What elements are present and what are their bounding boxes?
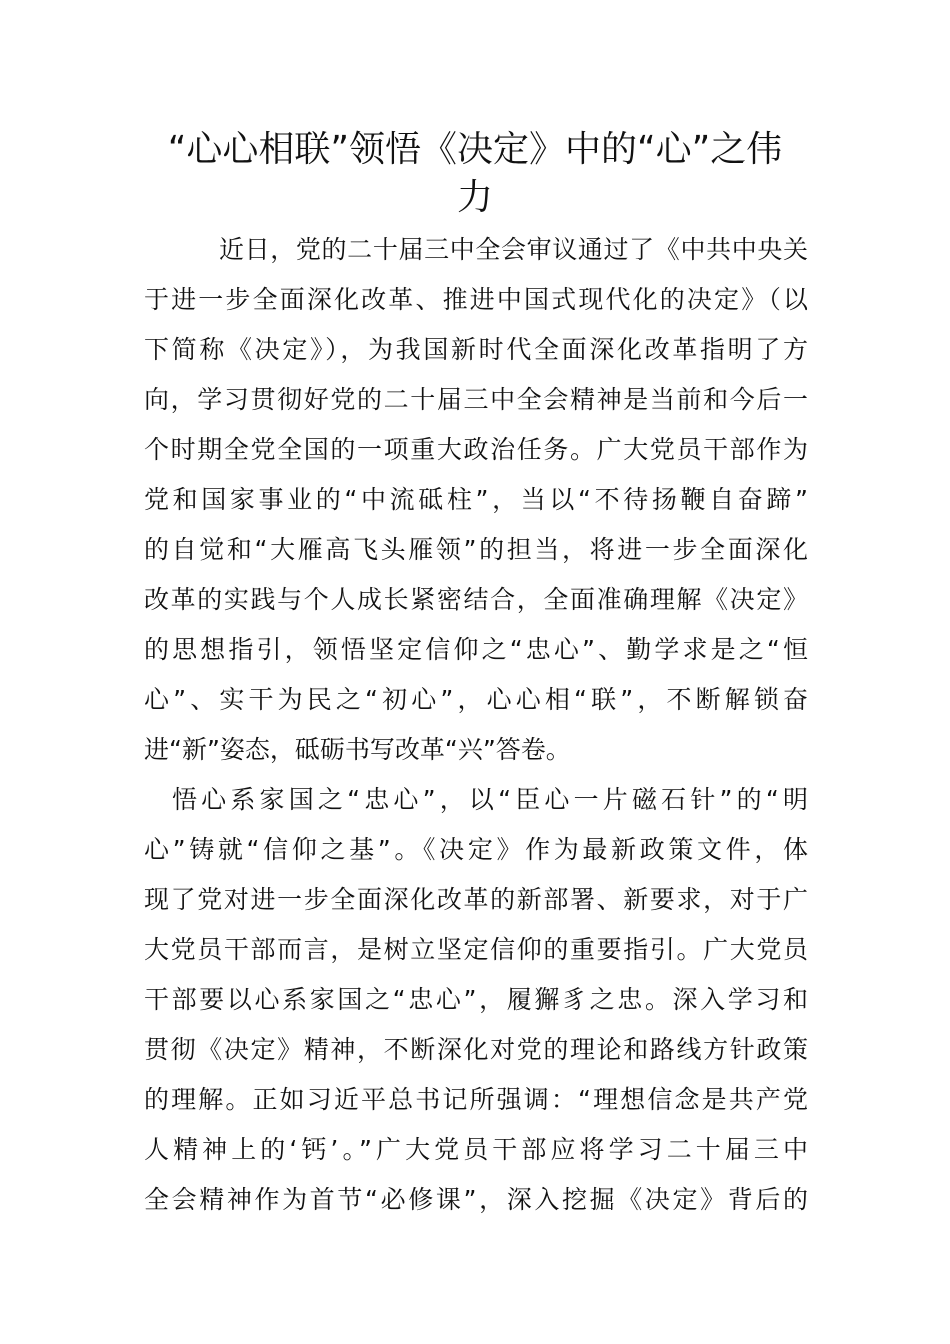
- paragraph-line: 干部要以心系家国之“忠心”，履獬豸之忠。深入学习和: [144, 985, 808, 1014]
- paragraph-line: 心”铸就“信仰之基”。《决定》作为最新政策文件，体: [144, 835, 808, 864]
- paragraph-line: 人精神上的‘钙’。”广大党员干部应将学习二十届三中: [144, 1135, 808, 1164]
- paragraph-line: 全会精神作为首节“必修课”，深入挖掘《决定》背后的: [144, 1185, 808, 1214]
- paragraph-line: 改革的实践与个人成长紧密结合，全面准确理解《决定》: [144, 585, 808, 614]
- paragraph-line: 向，学习贯彻好党的二十届三中全会精神是当前和今后一: [144, 385, 808, 414]
- paragraph-1: [144, 225, 808, 775]
- paragraph-line: 的自觉和“大雁高飞头雁领”的担当，将进一步全面深化: [144, 535, 808, 564]
- document-body: [144, 225, 808, 1225]
- paragraph-line: 大党员干部而言，是树立坚定信仰的重要指引。广大党员: [144, 935, 808, 964]
- document-title: [140, 126, 810, 222]
- paragraph-line: 近日，党的二十届三中全会审议通过了《中共中央关: [219, 235, 808, 264]
- paragraph-line: 贯彻《决定》精神，不断深化对党的理论和路线方针政策: [144, 1035, 808, 1064]
- paragraph-line: 悟心系家国之“忠心”，以“臣心一片磁石针”的“明: [172, 785, 808, 814]
- paragraph-line: 现了党对进一步全面深化改革的新部署、新要求，对于广: [144, 885, 808, 914]
- paragraph-line: 的理解。正如习近平总书记所强调：“理想信念是共产党: [144, 1085, 808, 1114]
- paragraph-line: 个时期全党全国的一项重大政治任务。广大党员干部作为: [144, 435, 808, 464]
- paragraph-line: 下简称《决定》），为我国新时代全面深化改革指明了方: [144, 335, 808, 364]
- paragraph-line: 于进一步全面深化改革、推进中国式现代化的决定》（以: [144, 285, 808, 314]
- title-line-2: 力: [456, 177, 493, 218]
- paragraph-line: 党和国家事业的“中流砥柱”，当以“不待扬鞭自奋蹄”: [144, 485, 808, 514]
- paragraph-line: 的思想指引，领悟坚定信仰之“忠心”、勤学求是之“恒: [144, 635, 808, 664]
- paragraph-line: 进“新”姿态，砥砺书写改革“兴”答卷。: [144, 735, 571, 764]
- paragraph-line: 心”、实干为民之“初心”，心心相“联”，不断解锁奋: [144, 685, 808, 714]
- paragraph-2: [144, 775, 808, 1225]
- title-line-1: “心心相联”领悟《决定》中的“心”之伟: [167, 129, 783, 170]
